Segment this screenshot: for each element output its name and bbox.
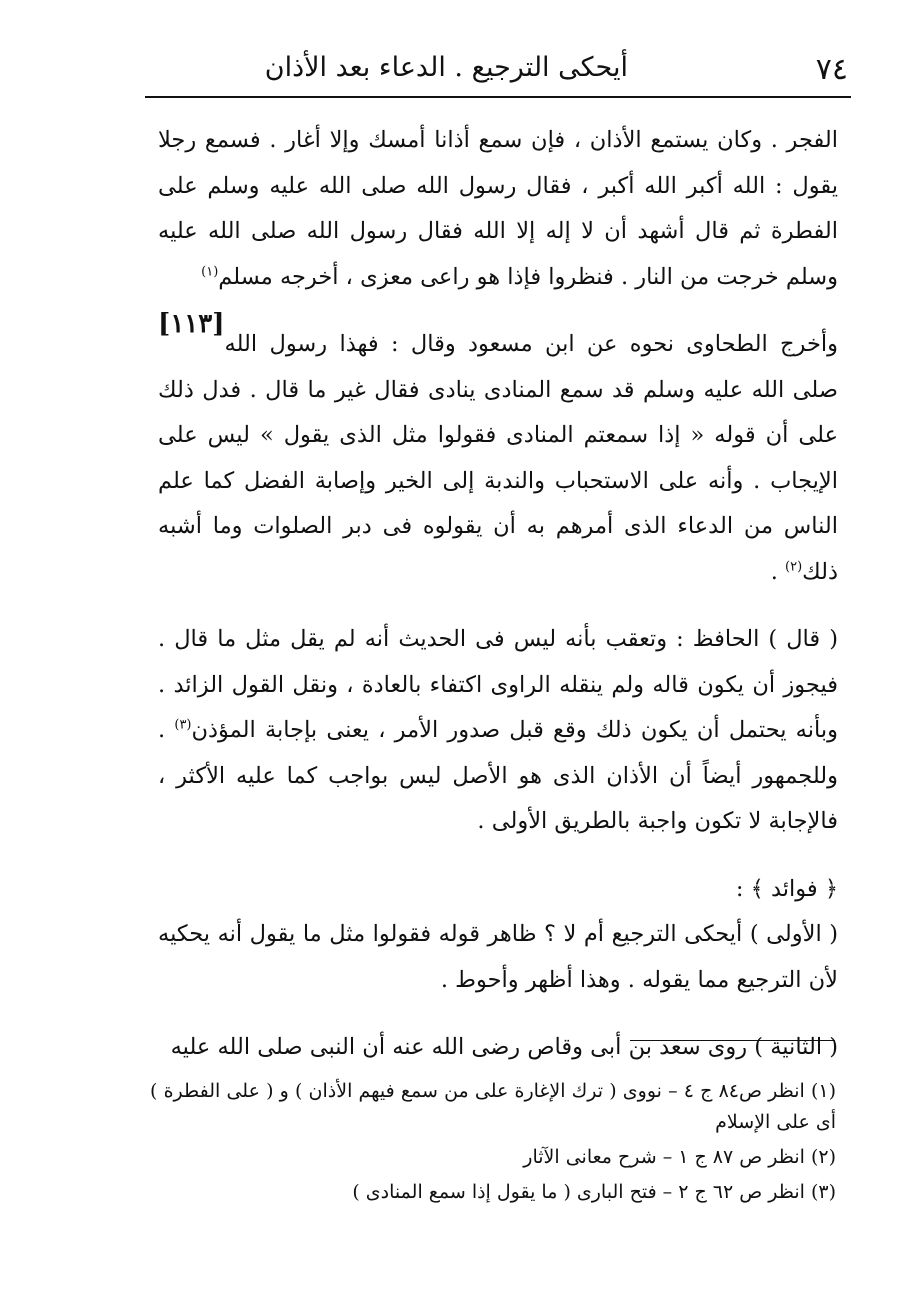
paragraph-1-text: الفجر . وكان يستمع الأذان ، فإن سمع أذانا أمسك وإلا أغار . فسمع رجلا يقول : الله أكبر الله أكبر ، فقال رسول الله صلى الله عليه وسلم على الفطرة ثم قال أشهد أن لا إله إلا الله فقال رسول الله صلى الله عليه وسلم خرجت من النار . فنظروا فإذا هو راعى معزى ، أخرجه مسلم [158, 127, 838, 290]
header-rule [145, 96, 851, 98]
footnote-3: (٣) انظر ص ٦٢ ج ٢ – فتح البارى ( ما يقول إذا سمع المنادى ) [352, 1181, 836, 1203]
page-header [148, 42, 848, 92]
paragraph-3-continuation: . وللجمهور أيضاً أن الأذان الذى هو الأصل ليس بواجب كما عليه الأكثر ، فالإجابة لا تكون واجبة بالطريق الأولى . [158, 717, 838, 834]
footnotes [150, 1076, 836, 1208]
footnote-ref-2: (٢) [785, 559, 803, 574]
paragraph-2 [158, 322, 838, 595]
paragraph-2-text: وأخرج الطحاوى نحوه عن ابن مسعود وقال : فهذا رسول الله صلى الله عليه وسلم قد سمع المنادى ينادى فقال غير ما قال . فدل ذلك على أن قوله « إذا سمعتم المنادى فقولوا مثل الذى يقول » ليس على الإيجاب . وأنه على الاستحباب والندبة إلى الخير وإصابة الفضل كما علم الناس من الدعاء الذى أمرهم به أن يقولوه فى دبر الصلوات وما أشبه ذلك [158, 331, 838, 585]
hadith-number: [١١٣] [158, 309, 225, 339]
section-heading-fawaid: ﴿ فوائد ﴾ : [735, 875, 838, 902]
footnote-ref-3: (٣) [174, 717, 192, 733]
running-title: أيحكى الترجيع . الدعاء بعد الأذان [264, 52, 628, 83]
paragraph-3 [158, 617, 838, 845]
paragraph-5: ( الثانية ) روى سعد بن أبى وقاص رضى الله عنه أن النبى صلى الله عليه [170, 1034, 838, 1060]
main-text [158, 118, 838, 1071]
footnote-2: (٢) انظر ص ٨٧ ج ١ – شرح معانى الآثار [523, 1146, 836, 1168]
paragraph-2-end: . [770, 558, 786, 585]
footnote-rule [630, 1040, 835, 1041]
footnote-1: (١) انظر ص٨٤ ج ٤ – نووى ( ترك الإغارة على من سمع فيهم الأذان ) و ( على الفطرة ) أى على الإسلام [150, 1080, 836, 1133]
paragraph-3-text: ( قال ) الحافظ : وتعقب بأنه ليس فى الحديث أنه لم يقل مثل ما قال . فيجوز أن يكون قاله ولم ينقله الراوى اكتفاء بالعادة ، ونقل القول الزائد . وبأنه يحتمل أن يكون ذلك وقع قبل صدور الأمر ، يعنى بإجابة المؤذن [158, 626, 838, 743]
paragraph-4: ( الأولى ) أيحكى الترجيع أم لا ؟ ظاهر قوله فقولوا مثل ما يقول أنه يحكيه لأن الترجيع مما يقوله . وهذا أظهر وأحوط . [158, 921, 838, 993]
page-number: ٧٤ [815, 52, 848, 87]
paragraph-1 [158, 118, 838, 339]
footnote-ref-1: (١) [201, 264, 219, 279]
